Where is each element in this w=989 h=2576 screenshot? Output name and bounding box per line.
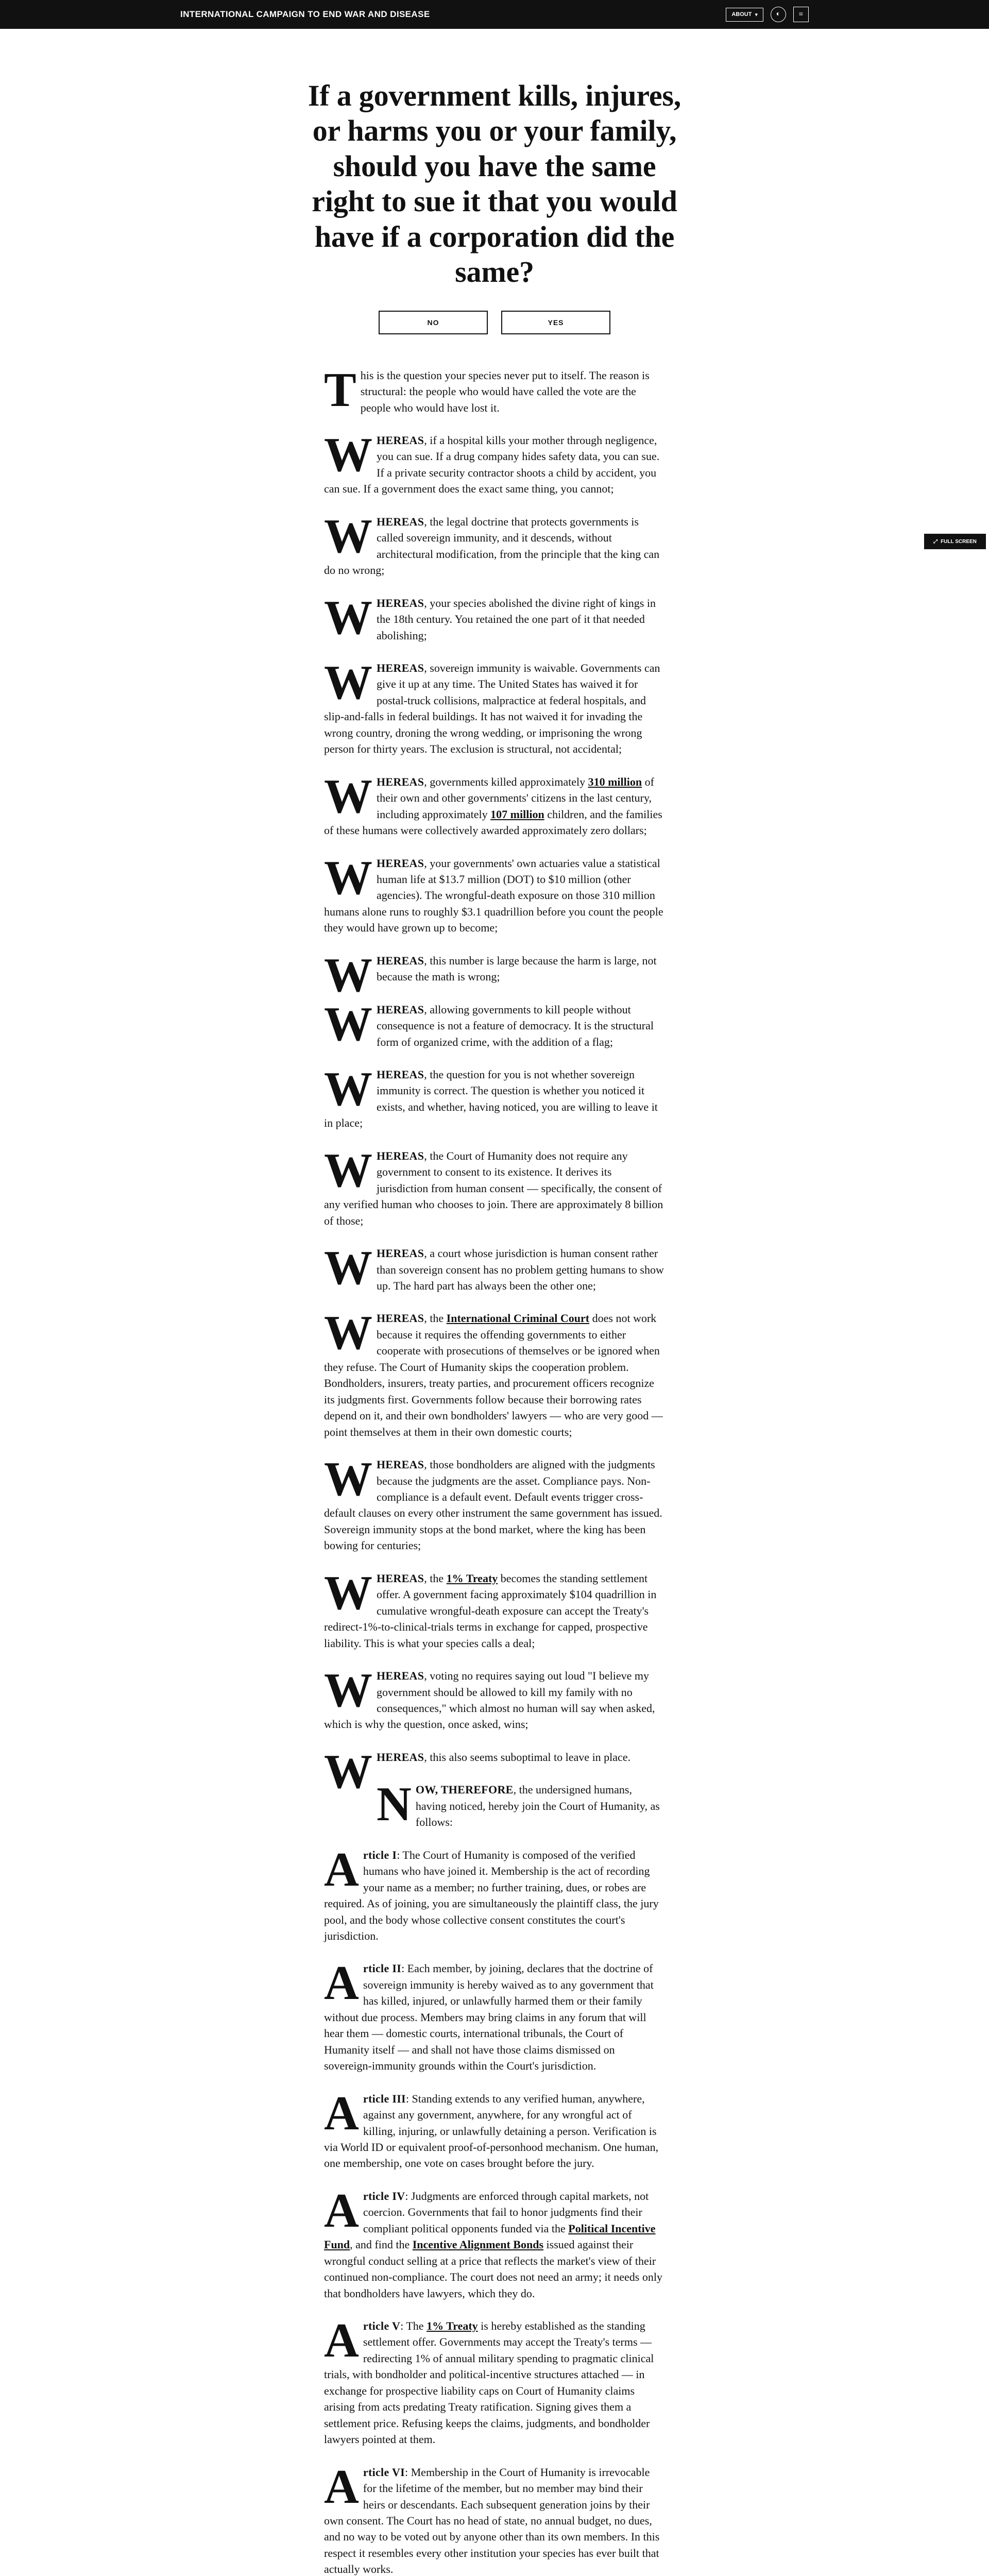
article-text: : Standing extends to any verified human, anywhere, against any government, anywhere, for any wrongful act of killing, injuring, or unlawfully detaining a person. Verification is via World ID or equivalent proof-of-personhood mechanism. One human, one membership, one vote on cases brought before the jury. — [324, 2092, 659, 2170]
whereas-paragraph — [324, 655, 665, 757]
moon-icon[interactable]: ◐ — [771, 7, 786, 22]
whereas-paragraph — [324, 1241, 665, 1295]
drop-cap: W — [324, 1062, 372, 1116]
drop-cap: W — [324, 948, 372, 1002]
drop-cap: N — [377, 1777, 412, 1832]
drop-cap: W — [324, 1452, 372, 1506]
fullscreen-button[interactable] — [924, 534, 986, 549]
drop-cap: W — [324, 769, 372, 823]
children-deaths-link[interactable]: 107 million — [490, 807, 544, 821]
article-text: issued against their wrongful conduct selling at a price that reflects the market's view of their continued non-compliance. The court does not need an army; it needs only that bondholders have lawyers, which they do. — [324, 2238, 662, 2300]
article-heading: rticle III — [363, 2092, 406, 2105]
article-heading: rticle V — [363, 2319, 401, 2333]
article-text: is hereby established as the standing settlement offer. Governments may accept the Treaty's terms — redirecting 1% of annual military spending to pragmatic clinical trials, with bondholder and political-incentive structures attached — in exchange for prospective liability caps on Court of Humanity claims arising from acts predating Treaty ratification. Signing gives them a settlement price. Refusing keeps the claims, judgments, and bondholder lawyers pointed at them. — [324, 2319, 654, 2446]
whereas-keyword: HEREAS — [377, 661, 424, 674]
article-paragraph — [324, 2183, 665, 2301]
icc-link[interactable]: International Criminal Court — [446, 1312, 590, 1325]
whereas-paragraph — [324, 948, 665, 1002]
whereas-paragraph — [324, 590, 665, 645]
whereas-paragraph — [324, 1566, 665, 1651]
drop-cap: W — [324, 851, 372, 905]
drop-cap: W — [324, 428, 372, 482]
whereas-keyword: HEREAS — [377, 856, 424, 870]
whereas-text: , your species abolished the divine right of kings in the 18th century. You retained the one part of it that needed abolishing; — [377, 596, 656, 642]
drop-cap: A — [324, 2460, 359, 2514]
drop-cap: W — [324, 509, 372, 563]
article-paragraph — [324, 1842, 665, 1944]
whereas-text: , those bondholders are aligned with the judgments because the judgments are the asset. Compliance pays. Non-compliance is a default event. Default events trigger cross-default clauses on every other instrument the same government has issued. Sovereign immunity stops at the bond market, where the king has been bowing for centuries; — [324, 1458, 662, 1552]
vote-no-button[interactable]: NO — [379, 311, 488, 334]
whereas-text: becomes the standing settlement offer. A government facing approximately $104 quadrillion in cumulative wrongful-death exposure can accept the Treaty's redirect-1%-to-clinical-trials terms in exchange for capped, prospective liability. This is what your species calls a deal; — [324, 1571, 657, 1650]
whereas-text: , a court whose jurisdiction is human consent rather than sovereign consent has no problem getting humans to show up. The hard part has always been the other one; — [377, 1247, 664, 1293]
political-incentive-fund-link[interactable]: Political Incentive Fund — [324, 2222, 656, 2251]
drop-cap: W — [324, 1664, 372, 1718]
whereas-keyword: HEREAS — [377, 1458, 424, 1471]
whereas-paragraph — [324, 1143, 665, 1229]
header-actions — [726, 7, 809, 22]
whereas-text: , the legal doctrine that protects governments is called sovereign immunity, and it descends, without architectural modification, from the principle that the king can do no wrong; — [324, 515, 660, 577]
drop-cap: A — [324, 1956, 359, 2010]
whereas-text: , the question for you is not whether sovereign immunity is correct. The question is whether you noticed it exists, and whether, having noticed, you are willing to leave it in place; — [324, 1068, 658, 1130]
drop-cap: W — [324, 997, 372, 1051]
site-brand[interactable]: INTERNATIONAL CAMPAIGN TO END WAR AND DISEASE — [180, 9, 430, 19]
whereas-text: , sovereign immunity is waivable. Governments can give it up at any time. The United States has waived it for postal-truck collisions, malpractice at federal hospitals, and slip-and-falls in federal buildings. It has not waived it for invading the wrong country, droning the wrong wedding, or imprisoning the wrong person for thirty years. The exclusion is structural, not accidental; — [324, 661, 660, 756]
whereas-text: children, and the families of these humans were collectively awarded approximately zero dollars; — [324, 807, 662, 837]
intro-paragraph — [324, 363, 665, 417]
about-label: ABOUT — [731, 11, 752, 18]
about-button[interactable] — [726, 8, 763, 22]
whereas-text: does not work because it requires the offending governments to either cooperate with prosecutions of themselves or be ignored when they refuse. The Court of Humanity skips the cooperation problem. Bondholders, insurers, treaty parties, and procurement officers recognize its judgments first. Governments follow because their borrowing rates depend on it, and their own bondholders' lawyers — who are very good — point themselves at them in their own domestic courts; — [324, 1312, 663, 1438]
whereas-keyword: HEREAS — [377, 433, 424, 447]
drop-cap: T — [324, 363, 356, 417]
whereas-paragraph — [324, 1452, 665, 1554]
drop-cap: A — [324, 2086, 359, 2140]
article-paragraph — [324, 1956, 665, 2074]
deaths-link[interactable]: 310 million — [588, 775, 642, 788]
top-bar — [0, 0, 989, 29]
drop-cap: A — [324, 2183, 359, 2238]
whereas-keyword: HEREAS — [377, 1312, 424, 1325]
vote-options — [299, 311, 690, 334]
fullscreen-label: FULL SCREEN — [941, 538, 977, 545]
article-text: : The — [400, 2319, 427, 2333]
article-heading: rticle I — [363, 1848, 397, 1861]
drop-cap: A — [324, 2314, 359, 2368]
page-title: If a government kills, injures, or harms you or your family, should you have the same right to sue it that you would have if a corporation did the same? — [308, 79, 681, 289]
expand-icon: ⤢ — [933, 538, 938, 545]
whereas-paragraph — [324, 997, 665, 1051]
chevron-down-icon: ▾ — [755, 11, 758, 18]
vote-yes-button[interactable]: YES — [501, 311, 610, 334]
whereas-text: , voting no requires saying out loud "I believe my government should be allowed to kill my family with no consequences," which almost no human will say when asked, which is why the question, once asked, wins; — [324, 1669, 655, 1731]
article-text: : Judgments are enforced through capital markets, not coercion. Governments that fail to honor judgments find their compliant political opponents funded via the — [363, 2189, 649, 2235]
drop-cap: W — [324, 655, 372, 709]
declaration — [324, 363, 665, 2576]
whereas-text: , the — [424, 1571, 447, 1585]
whereas-keyword: HEREAS — [377, 1750, 424, 1764]
whereas-paragraph — [324, 509, 665, 579]
article-heading: rticle II — [363, 1962, 402, 1975]
article-heading: rticle VI — [363, 2465, 405, 2479]
menu-icon[interactable]: ≡ — [793, 7, 809, 22]
whereas-keyword: HEREAS — [377, 596, 424, 609]
whereas-text: , allowing governments to kill people without consequence is not a feature of democracy. It is the structural form of organized crime, with the addition of a flag; — [377, 1003, 654, 1048]
drop-cap: W — [324, 1143, 372, 1197]
whereas-paragraph — [324, 1306, 665, 1440]
whereas-keyword: HEREAS — [377, 1149, 424, 1162]
article-paragraph — [324, 2460, 665, 2576]
whereas-paragraph — [324, 769, 665, 839]
article-heading: rticle IV — [363, 2189, 405, 2202]
whereas-text: , the Court of Humanity does not require any government to consent to its existence. It derives its jurisdiction from human consent — specifically, the consent of any verified human who chooses to join. There are approximately 8 billion of those; — [324, 1149, 663, 1227]
whereas-paragraph — [324, 851, 665, 936]
article-text: : Membership in the Court of Humanity is irrevocable for the lifetime of the member, but no member may bind their heirs or descendants. Each subsequent generation joins by their own consent. The Court has no head of state, no annual budget, no dues, and no way to be voted out by anyone other than its own members. In this respect it resembles every other institution your species has ever built that actually works. — [324, 2465, 660, 2576]
therefore-paragraph — [324, 1777, 665, 1832]
treaty-link[interactable]: 1% Treaty — [427, 2319, 478, 2333]
whereas-keyword: HEREAS — [377, 1669, 424, 1683]
article-text: : Each member, by joining, declares that the doctrine of sovereign immunity is hereby waived as to any government that has killed, injured, or unlawfully harmed them or their family without due process. Members may bring claims in any forum that will hear them — domestic courts, international tribunals, the Court of Humanity itself — and shall not have those claims dismissed on sovereign-immunity grounds within the Court's jurisdiction. — [324, 1962, 654, 2073]
whereas-keyword: HEREAS — [377, 1003, 424, 1016]
whereas-keyword: HEREAS — [377, 1068, 424, 1081]
incentive-alignment-bonds-link[interactable]: Incentive Alignment Bonds — [412, 2238, 544, 2251]
whereas-text: , this also seems suboptimal to leave in place. — [424, 1750, 631, 1764]
intro-text: his is the question your species never put to itself. The reason is structural: the people who would have called the vote are the people who would have lost it. — [360, 368, 650, 414]
article-paragraph — [324, 2314, 665, 2448]
whereas-text: , your governments' own actuaries value a statistical human life at $13.7 million (DOT) to $10 million (other agencies). The wrongful-death exposure on those 310 million humans alone runs to roughly $3.1 quadrillion before you count the people they would have grown up to become; — [324, 856, 663, 935]
treaty-link[interactable]: 1% Treaty — [446, 1571, 498, 1585]
drop-cap: W — [324, 1744, 372, 1799]
whereas-keyword: HEREAS — [377, 1571, 424, 1585]
whereas-text: , this number is large because the harm is large, not because the math is wrong; — [377, 954, 657, 984]
drop-cap: W — [324, 1566, 372, 1620]
article-text: , and find the — [350, 2238, 413, 2251]
therefore-text: , the undersigned humans, having noticed, hereby join the Court of Humanity, as follows: — [415, 1783, 660, 1829]
whereas-text: , governments killed approximately — [424, 775, 588, 788]
article-paragraph — [324, 2086, 665, 2172]
whereas-paragraph — [324, 1062, 665, 1131]
whereas-keyword: HEREAS — [377, 954, 424, 967]
whereas-keyword: HEREAS — [377, 515, 424, 528]
whereas-paragraph — [324, 428, 665, 497]
whereas-text: of their own and other governments' citizens in the last century, including approximately — [377, 775, 654, 821]
whereas-text: , the — [424, 1312, 447, 1325]
drop-cap: A — [324, 1842, 359, 1896]
hero — [299, 78, 690, 334]
whereas-keyword: HEREAS — [377, 775, 424, 788]
drop-cap: W — [324, 1306, 372, 1360]
drop-cap: W — [324, 590, 372, 645]
whereas-keyword: HEREAS — [377, 1247, 424, 1260]
whereas-paragraph — [324, 1664, 665, 1733]
whereas-text: , if a hospital kills your mother through negligence, you can sue. If a drug company hides safety data, you can sue. If a private security contractor shoots a child by accident, you can sue. If a government does the exact same thing, you cannot; — [324, 433, 660, 496]
article-text: : The Court of Humanity is composed of the verified humans who have joined it. Membership is the act of recording your name as a member; no further training, dues, or robes are required. As of joining, you are simultaneously the plaintiff class, the jury pool, and the body whose collective consent constitutes the court's jurisdiction. — [324, 1848, 659, 1942]
therefore-keyword: OW, THEREFORE — [415, 1783, 514, 1797]
drop-cap: W — [324, 1241, 372, 1295]
